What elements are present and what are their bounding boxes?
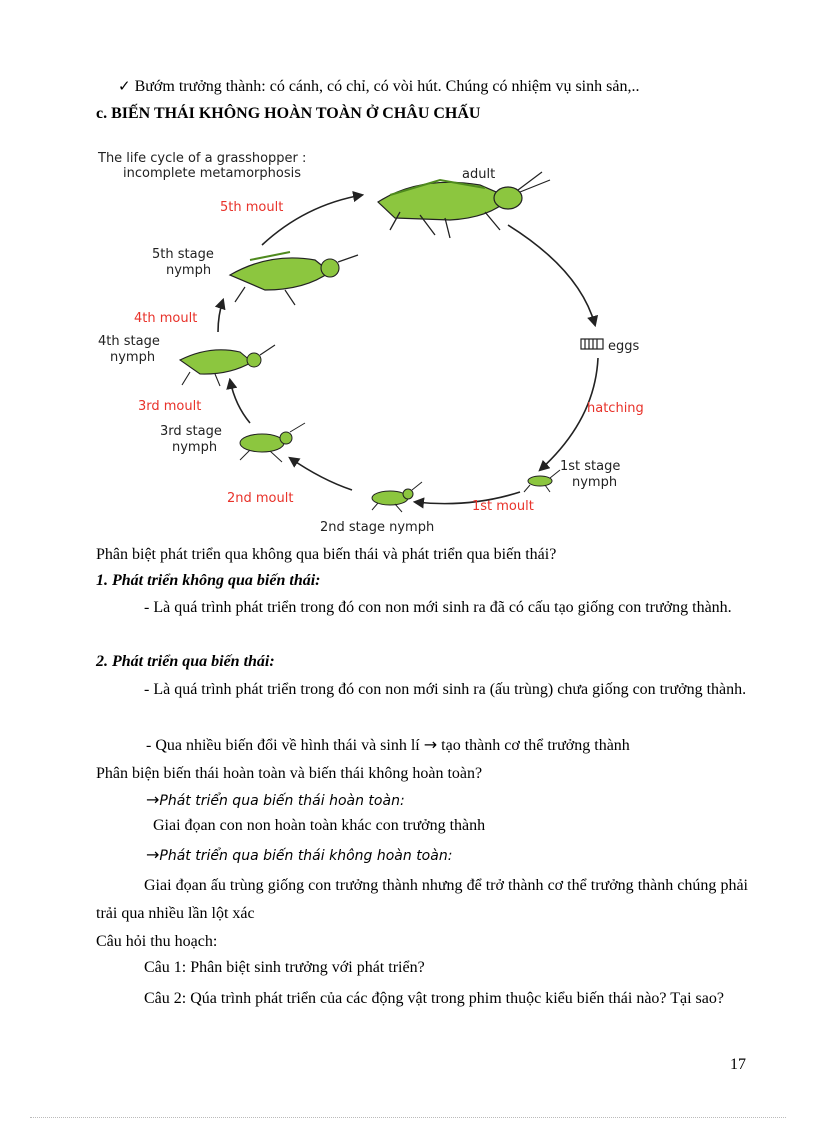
- paragraph-3-pre: - Qua nhiều biến đổi về hình thái và sinh lí: [146, 737, 420, 754]
- label-2nd-stage: 2nd stage nymph: [320, 520, 435, 535]
- answer-2-line: [146, 845, 452, 866]
- question-1: Phân biệt phát triển qua không qua biến thái và phát triển qua biến thái?: [96, 546, 557, 563]
- label-3rd-stage-line1: 3rd stage: [160, 424, 222, 439]
- heading-2: 2. Phát triển qua biến thái:: [96, 653, 275, 670]
- third-stage-nymph-icon: [240, 423, 305, 462]
- answer-1-heading: Phát triển qua biến thái hoàn toàn:: [159, 793, 405, 809]
- bullet-text: Bướm trưởng thành: có cánh, có chỉ, có vòi hút. Chúng có nhiệm vụ sinh sản,..: [134, 78, 640, 95]
- label-4th-stage-line2: nymph: [110, 350, 156, 365]
- label-2nd-moult: 2nd moult: [227, 491, 294, 506]
- arrow-3rd-moult: [230, 380, 250, 423]
- label-4th-moult: 4th moult: [134, 311, 198, 326]
- label-5th-stage-line2: nymph: [166, 263, 212, 278]
- answer-1-line: [146, 790, 405, 811]
- label-5th-stage-line1: 5th stage: [152, 247, 214, 262]
- arrow-right-icon: →: [423, 735, 438, 754]
- bottom-divider: [30, 1117, 786, 1118]
- arrow-right-icon: →: [146, 845, 160, 864]
- review-question-2: Câu 2: Qúa trình phát triển của các động vật trong phim thuộc kiểu biến thái nào? Tại sao?: [144, 990, 724, 1007]
- check-icon: ✓: [118, 77, 131, 95]
- label-1st-stage-line1: 1st stage: [560, 459, 621, 474]
- label-eggs: eggs: [608, 339, 640, 354]
- question-2: Phân biện biến thái hoàn toàn và biến thái không hoàn toàn?: [96, 765, 483, 782]
- arrow-4th-moult: [218, 300, 223, 332]
- bullet-line: [118, 76, 639, 97]
- label-4th-stage-line1: 4th stage: [98, 334, 160, 349]
- paragraph-3: [146, 735, 630, 756]
- page-number: 17: [730, 1056, 746, 1073]
- heading-1: 1. Phát triển không qua biến thái:: [96, 572, 321, 589]
- diagram-title-line1: The life cycle of a grasshopper :: [98, 151, 307, 166]
- eggs-icon: [581, 339, 603, 349]
- second-stage-nymph-icon: [372, 482, 422, 512]
- review-question-1: Câu 1: Phân biệt sinh trưởng với phát triển?: [144, 959, 425, 976]
- section-heading: c. BIẾN THÁI KHÔNG HOÀN TOÀN Ở CHÂU CHẤU: [96, 105, 481, 122]
- paragraph-2: - Là quá trình phát triển trong đó con non mới sinh ra (ấu trùng) chưa giống con trưởng thành.: [144, 681, 747, 698]
- fourth-stage-nymph-icon: [180, 345, 275, 386]
- label-1st-moult: 1st moult: [472, 499, 534, 514]
- arrow-right-icon: →: [146, 790, 160, 809]
- paragraph-3-post: tạo thành cơ thể trưởng thành: [441, 737, 630, 754]
- label-1st-stage-line2: nymph: [572, 475, 618, 490]
- answer-2-text: Giai đọan ấu trùng giống con trưởng thành nhưng để trở thành cơ thể trưởng thành chúng phải trải qua nhiều lần lột xác: [96, 877, 748, 922]
- label-3rd-stage-line2: nymph: [172, 440, 218, 455]
- diagram-title-line2: incomplete metamorphosis: [123, 166, 301, 181]
- arrow-2nd-moult: [290, 458, 352, 490]
- label-hatching: hatching: [587, 401, 644, 416]
- label-adult: adult: [462, 167, 496, 182]
- answer-2-heading: Phát triển qua biến thái không hoàn toàn:: [159, 848, 453, 864]
- label-3rd-moult: 3rd moult: [138, 399, 202, 414]
- grasshopper-life-cycle-diagram: [90, 140, 690, 540]
- fifth-stage-nymph-icon: [230, 252, 358, 305]
- first-stage-nymph-icon: [524, 470, 560, 492]
- review-title: Câu hỏi thu hoạch:: [96, 933, 218, 950]
- paragraph-1: - Là quá trình phát triển trong đó con non mới sinh ra đã có cấu tạo giống con trưởng thành.: [144, 599, 732, 616]
- arrow-to-eggs: [508, 225, 595, 325]
- answer-1-text: Giai đọan con non hoàn toàn khác con trưởng thành: [153, 817, 486, 834]
- label-5th-moult: 5th moult: [220, 200, 284, 215]
